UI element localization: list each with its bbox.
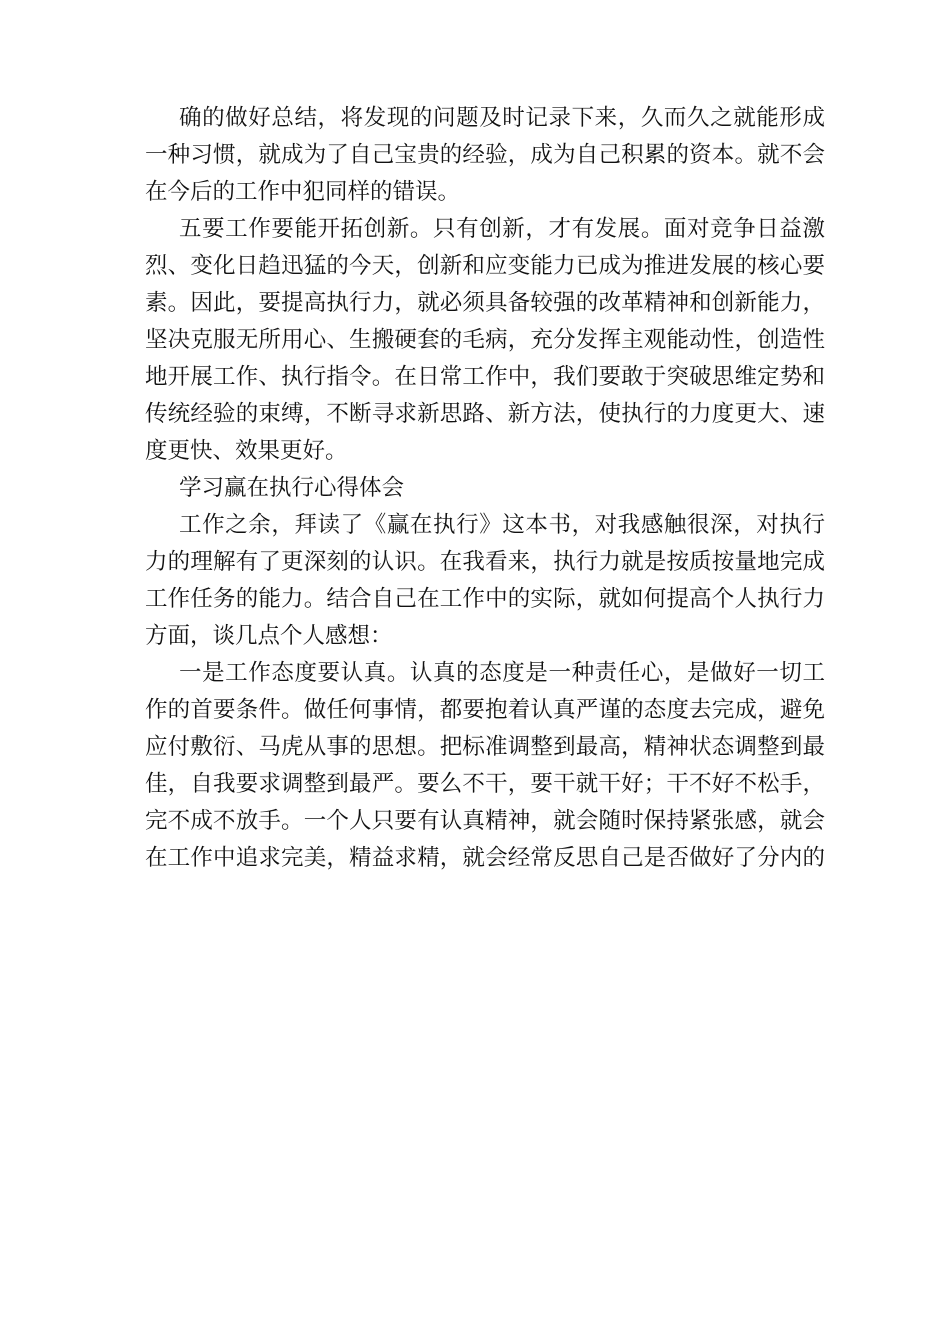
paragraph-continuation: [145, 100, 825, 211]
text-line: 传统经验的束缚，不断寻求新思路、新方法，使执行的力度更大、速: [145, 401, 825, 427]
text-line: 在工作中追求完美，精益求精，就会经常反思自己是否做好了分内的: [145, 845, 825, 871]
text-line: 五要工作要能开拓创新。只有创新，才有发展。面对竞争日益激: [179, 216, 825, 242]
text-line: 确的做好总结，将发现的问题及时记录下来，久而久之就能形成: [179, 105, 825, 131]
document-body: [145, 100, 825, 877]
paragraph-attitude: [145, 655, 825, 877]
paragraph-intro: [145, 507, 825, 655]
text-line: 一种习惯，就成为了自己宝贵的经验，成为自己积累的资本。就不会: [145, 142, 825, 168]
text-line: 地开展工作、执行指令。在日常工作中，我们要敢于突破思维定势和: [145, 364, 825, 390]
text-line: 工作之余，拜读了《赢在执行》这本书，对我感触很深，对执行: [179, 512, 825, 538]
section-heading: [145, 470, 825, 507]
text-line: 力的理解有了更深刻的认识。在我看来，执行力就是按质按量地完成: [145, 549, 825, 575]
text-line: 烈、变化日趋迅猛的今天，创新和应变能力已成为推进发展的核心要: [145, 253, 825, 279]
text-line: 一是工作态度要认真。认真的态度是一种责任心，是做好一切工: [179, 660, 825, 686]
section-title: 学习赢在执行心得体会: [179, 475, 405, 501]
paragraph-innovation: [145, 211, 825, 470]
text-line: 方面，谈几点个人感想：: [145, 623, 393, 649]
text-line: 坚决克服无所用心、生搬硬套的毛病，充分发挥主观能动性，创造性: [145, 327, 825, 353]
text-line: 素。因此，要提高执行力，就必须具备较强的改革精神和创新能力，: [145, 290, 825, 316]
text-line: 作的首要条件。做任何事情，都要抱着认真严谨的态度去完成，避免: [145, 697, 825, 723]
text-line: 工作任务的能力。结合自己在工作中的实际，就如何提高个人执行力: [145, 586, 825, 612]
text-line: 度更快、效果更好。: [145, 438, 348, 464]
text-line: 完不成不放手。一个人只要有认真精神，就会随时保持紧张感，就会: [145, 808, 825, 834]
text-line: 佳，自我要求调整到最严。要么不干，要干就干好；干不好不松手，: [145, 771, 825, 797]
text-line: 在今后的工作中犯同样的错误。: [145, 179, 461, 205]
text-line: 应付敷衍、马虎从事的思想。把标准调整到最高，精神状态调整到最: [145, 734, 825, 760]
